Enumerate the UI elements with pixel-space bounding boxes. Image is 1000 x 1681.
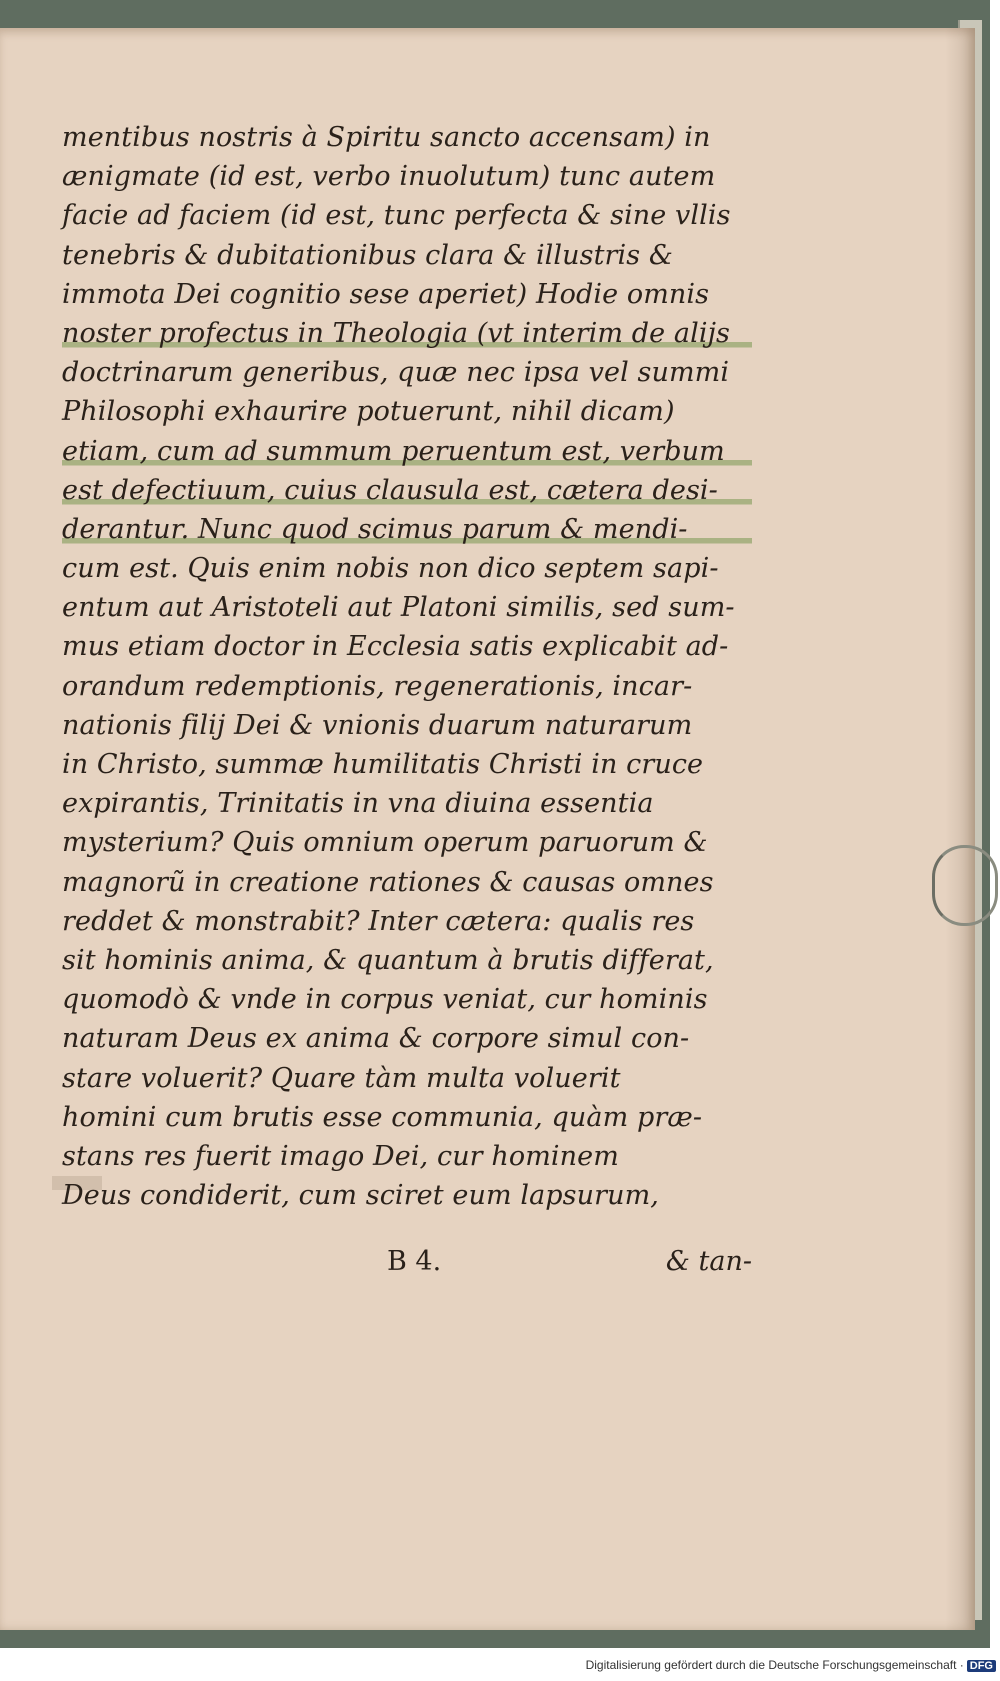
text-line: quomodò & vnde in corpus veniat, cur hominis (62, 984, 708, 1016)
text-line: ænigmate (id est, verbo inuolutum) tunc autem (62, 161, 716, 193)
text-line: mentibus nostris à Spiritu sancto accensam) in (62, 122, 711, 153)
text-line: orandum redemptionis, regenerationis, incar- (62, 670, 693, 702)
text-line: immota Dei cognitio sese aperiet) Hodie omnis (62, 278, 710, 310)
text-line: mus etiam doctor in Ecclesia satis explicabit ad- (62, 631, 729, 663)
signature-mark: B 4. (387, 1246, 442, 1277)
text-line-highlighted: noster profectus in Theologia (vt interim de alijs (62, 314, 752, 353)
text-line-highlighted: est defectiuum, cuius clausula est, cætera desi- (62, 471, 752, 510)
text-line: stare voluerit? Quare tàm multa voluerit (62, 1062, 621, 1094)
text-line: facie ad faciem (id est, tunc perfecta & sine vllis (62, 200, 731, 232)
text-line: naturam Deus ex anima & corpore simul con- (62, 1023, 690, 1055)
text-line-highlighted: derantur. Nunc quod scimus parum & mendi- (62, 510, 752, 549)
digitization-credit (586, 1658, 996, 1672)
text-line: entum aut Aristoteli aut Platoni similis, sed sum- (62, 592, 735, 624)
text-line: tenebris & dubitationibus clara & illustris & (62, 239, 674, 271)
text-line: Deus condiderit, cum sciret eum lapsurum, (62, 1180, 659, 1212)
credit-text: Digitalisierung gefördert durch die Deutsche Forschungsgemeinschaft · (585, 1658, 964, 1672)
dfg-logo: DFG (967, 1660, 996, 1672)
page-text (62, 118, 752, 1215)
page-fold-shadow (945, 28, 975, 1630)
text-line: stans res fuerit imago Dei, cur hominem (62, 1140, 619, 1172)
text-line: doctrinarum generibus, quæ nec ipsa vel summi (62, 357, 730, 389)
text-line: nationis filij Dei & vnionis duarum naturarum (62, 709, 693, 741)
catchword: & tan- (665, 1246, 752, 1277)
page-footer (62, 1246, 752, 1286)
text-line: in Christo, summæ humilitatis Christi in cruce (62, 749, 704, 780)
text-line: homini cum brutis esse communia, quàm præ- (62, 1101, 703, 1133)
text-line-highlighted: etiam, cum ad summum peruentum est, verbum (62, 432, 752, 471)
page-clip (932, 845, 998, 926)
text-line: sit hominis anima, & quantum à brutis differat, (62, 944, 714, 976)
text-line: magnorũ in creatione rationes & causas omnes (62, 866, 714, 898)
text-line: expirantis, Trinitatis in vna diuina essentia (62, 788, 654, 820)
text-line: Philosophi exhaurire potuerunt, nihil dicam) (62, 396, 675, 428)
text-line: mysterium? Quis omnium operum paruorum & (62, 827, 708, 859)
text-line: reddet & monstrabit? Inter cætera: qualis res (62, 905, 695, 937)
text-line: cum est. Quis enim nobis non dico septem sapi- (62, 553, 719, 585)
